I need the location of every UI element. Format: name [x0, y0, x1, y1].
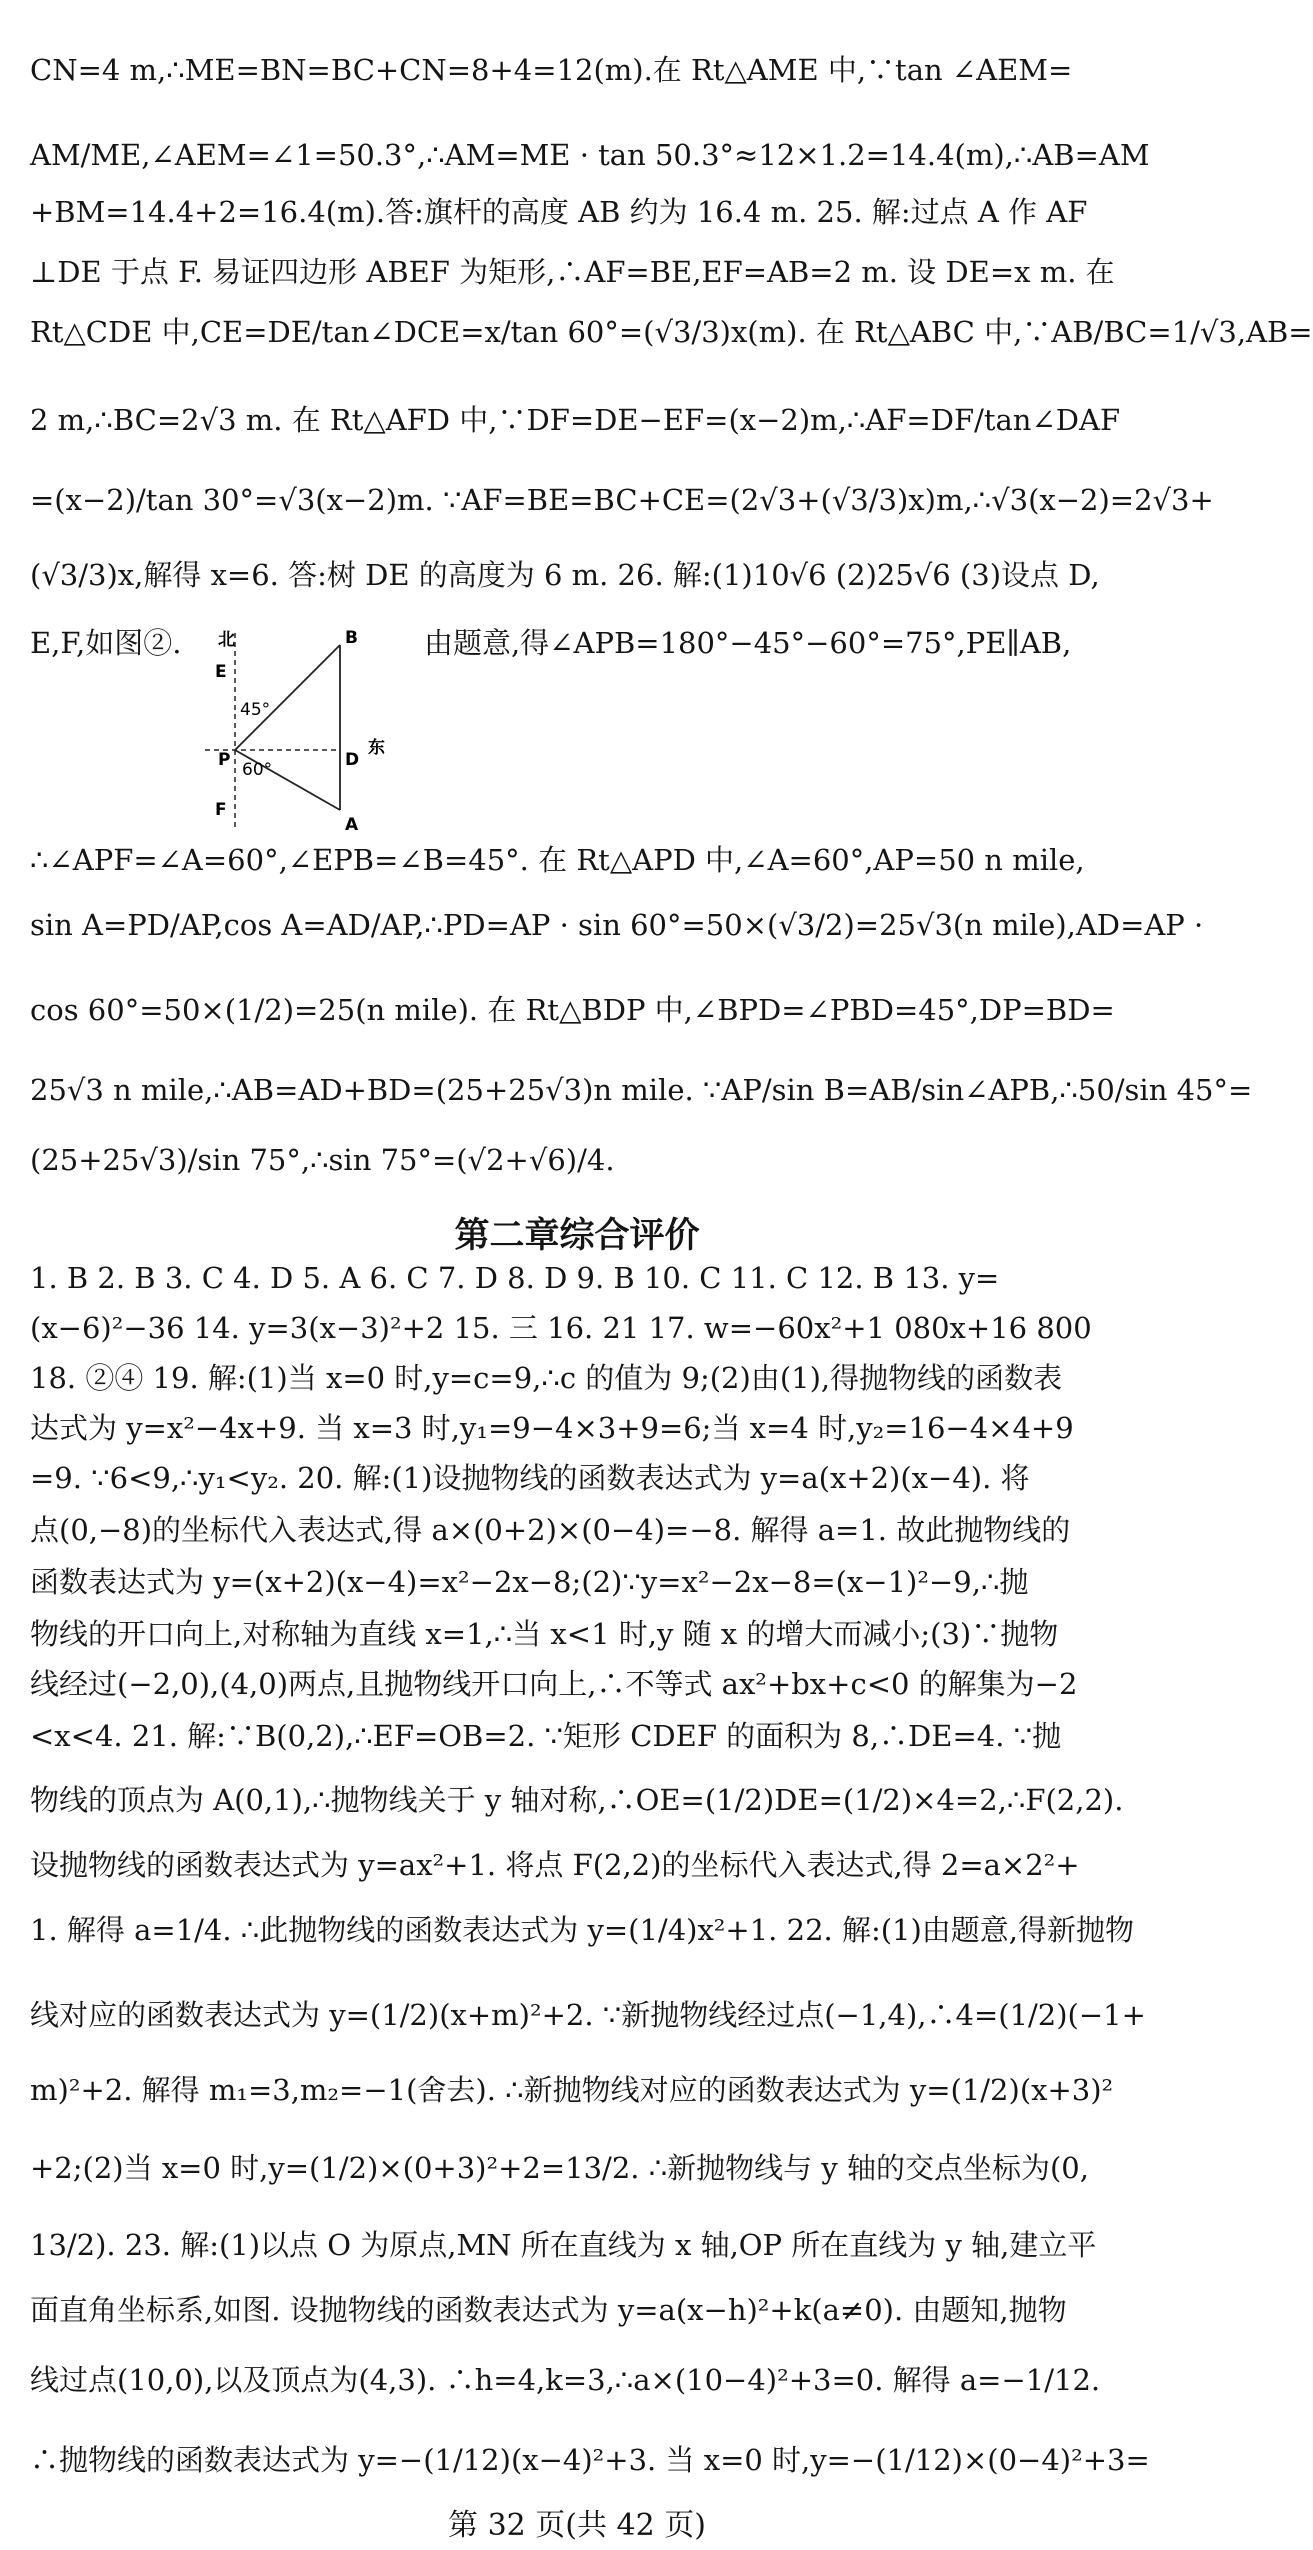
text-line: Rt△CDE 中,CE=DE/tan∠DCE=x/tan 60°=(√3/3)x(m). 在 Rt△ABC 中,∵AB/BC=1/√3,AB=: [30, 315, 1313, 349]
text-line: +BM=14.4+2=16.4(m).答:旗杆的高度 AB 约为 16.4 m. 25. 解:过点 A 作 AF: [30, 195, 1088, 229]
text-line: 达式为 y=x²−4x+9. 当 x=3 时,y₁=9−4×3+9=6;当 x=4 时,y₂=16−4×4+9: [30, 1411, 1074, 1445]
text-line: 线对应的函数表达式为 y=(1/2)(x+m)²+2. ∵新抛物线经过点(−1,4),∴4=(1/2)(−1+: [30, 1998, 1146, 2032]
text-line: ∴抛物线的函数表达式为 y=−(1/12)(x−4)²+3. 当 x=0 时,y=−(1/12)×(0−4)²+3=: [30, 2443, 1150, 2477]
point-b-label: B: [345, 628, 358, 648]
page-number: 第 32 页(共 42 页): [448, 2508, 706, 2543]
text-line: 1. 解得 a=1/4. ∴此抛物线的函数表达式为 y=(1/4)x²+1. 22. 解:(1)由题意,得新抛物: [30, 1913, 1135, 1947]
point-d-label: D: [345, 750, 360, 770]
text-line: 2 m,∴BC=2√3 m. 在 Rt△AFD 中,∵DF=DE−EF=(x−2)m,∴AF=DF/tan∠DAF: [30, 403, 1121, 437]
text-line: 面直角坐标系,如图. 设抛物线的函数表达式为 y=a(x−h)²+k(a≠0). 由题知,抛物: [30, 2293, 1067, 2327]
text-line: (25+25√3)/sin 75°,∴sin 75°=(√2+√6)/4.: [30, 1143, 615, 1177]
angle-60-label: 60°: [242, 760, 273, 780]
section-heading: 第二章综合评价: [454, 1216, 700, 1256]
text-line: 函数表达式为 y=(x+2)(x−4)=x²−2x−8;(2)∵y=x²−2x−8=(x−1)²−9,∴抛: [30, 1565, 1029, 1599]
point-f-label: F: [215, 800, 227, 820]
text-line: 物线的顶点为 A(0,1),∴抛物线关于 y 轴对称,∴OE=(1/2)DE=(1/2)×4=2,∴F(2,2).: [30, 1783, 1124, 1817]
bearing-figure: [190, 625, 410, 840]
text-line: (√3/3)x,解得 x=6. 答:树 DE 的高度为 6 m. 26. 解:(1)10√6 (2)25√6 (3)设点 D,: [30, 558, 1100, 592]
text-line: sin A=PD/AP,cos A=AD/AP,∴PD=AP · sin 60°=50×(√3/2)=25√3(n mile),AD=AP ·: [30, 908, 1204, 942]
text-line: 1. B 2. B 3. C 4. D 5. A 6. C 7. D 8. D 9. B 10. C 11. C 12. B 13. y=: [30, 1261, 1000, 1295]
segment-pb: [235, 645, 340, 750]
text-line: 点(0,−8)的坐标代入表达式,得 a×(0+2)×(0−4)=−8. 解得 a=1. 故此抛物线的: [30, 1513, 1071, 1547]
text-line: 25√3 n mile,∴AB=AD+BD=(25+25√3)n mile. ∵AP/sin B=AB/sin∠APB,∴50/sin 45°=: [30, 1073, 1253, 1107]
text-line: CN=4 m,∴ME=BN=BC+CN=8+4=12(m).在 Rt△AME 中,∵tan ∠AEM=: [30, 53, 1073, 87]
text-line: cos 60°=50×(1/2)=25(n mile). 在 Rt△BDP 中,∠BPD=∠PBD=45°,DP=BD=: [30, 993, 1115, 1027]
text-line: 线经过(−2,0),(4,0)两点,且抛物线开口向上,∴不等式 ax²+bx+c<0 的解集为−2: [30, 1667, 1078, 1701]
angle-45-label: 45°: [240, 700, 271, 720]
text-line: 设抛物线的函数表达式为 y=ax²+1. 将点 F(2,2)的坐标代入表达式,得 2=a×2²+: [30, 1848, 1080, 1882]
text-line: 线过点(10,0),以及顶点为(4,3). ∴h=4,k=3,∴a×(10−4)²+3=0. 解得 a=−1/12.: [30, 2363, 1101, 2397]
point-p-label: P: [218, 750, 231, 770]
point-e-label: E: [215, 662, 227, 682]
text-line: (x−6)²−36 14. y=3(x−3)²+2 15. 三 16. 21 17. w=−60x²+1 080x+16 800: [30, 1311, 1092, 1345]
text-line: =(x−2)/tan 30°=√3(x−2)m. ∵AF=BE=BC+CE=(2√3+(√3/3)x)m,∴√3(x−2)=2√3+: [30, 483, 1214, 517]
text-line: 18. ②④ 19. 解:(1)当 x=0 时,y=c=9,∴c 的值为 9;(2)由(1),得抛物线的函数表: [30, 1361, 1063, 1395]
text-line: AM/ME,∠AEM=∠1=50.3°,∴AM=ME · tan 50.3°≈12×1.2=14.4(m),∴AB=AM: [30, 138, 1150, 172]
text-line: m)²+2. 解得 m₁=3,m₂=−1(舍去). ∴新抛物线对应的函数表达式为 y=(1/2)(x+3)²: [30, 2073, 1114, 2107]
segment-pa: [235, 750, 340, 810]
text-line: +2;(2)当 x=0 时,y=(1/2)×(0+3)²+2=13/2. ∴新抛物线与 y 轴的交点坐标为(0,: [30, 2151, 1089, 2185]
east-label: 东: [368, 738, 385, 758]
text-line: 由题意,得∠APB=180°−45°−60°=75°,PE∥AB,: [424, 626, 1072, 660]
text-line: ⊥DE 于点 F. 易证四边形 ABEF 为矩形,∴AF=BE,EF=AB=2 m. 设 DE=x m. 在: [30, 255, 1115, 289]
text-line: E,F,如图②.: [30, 626, 182, 660]
text-line: 13/2). 23. 解:(1)以点 O 为原点,MN 所在直线为 x 轴,OP 所在直线为 y 轴,建立平: [30, 2228, 1097, 2262]
point-a-label: A: [345, 815, 359, 835]
text-line: =9. ∵6<9,∴y₁<y₂. 20. 解:(1)设抛物线的函数表达式为 y=a(x+2)(x−4). 将: [30, 1461, 1030, 1495]
north-label: 北: [218, 630, 235, 650]
text-line: <x<4. 21. 解:∵B(0,2),∴EF=OB=2. ∵矩形 CDEF 的面积为 8,∴DE=4. ∵抛: [30, 1719, 1062, 1753]
text-line: 物线的开口向上,对称轴为直线 x=1,∴当 x<1 时,y 随 x 的增大而减小;(3)∵抛物: [30, 1617, 1059, 1651]
text-line: ∴∠APF=∠A=60°,∠EPB=∠B=45°. 在 Rt△APD 中,∠A=60°,AP=50 n mile,: [30, 843, 1085, 877]
